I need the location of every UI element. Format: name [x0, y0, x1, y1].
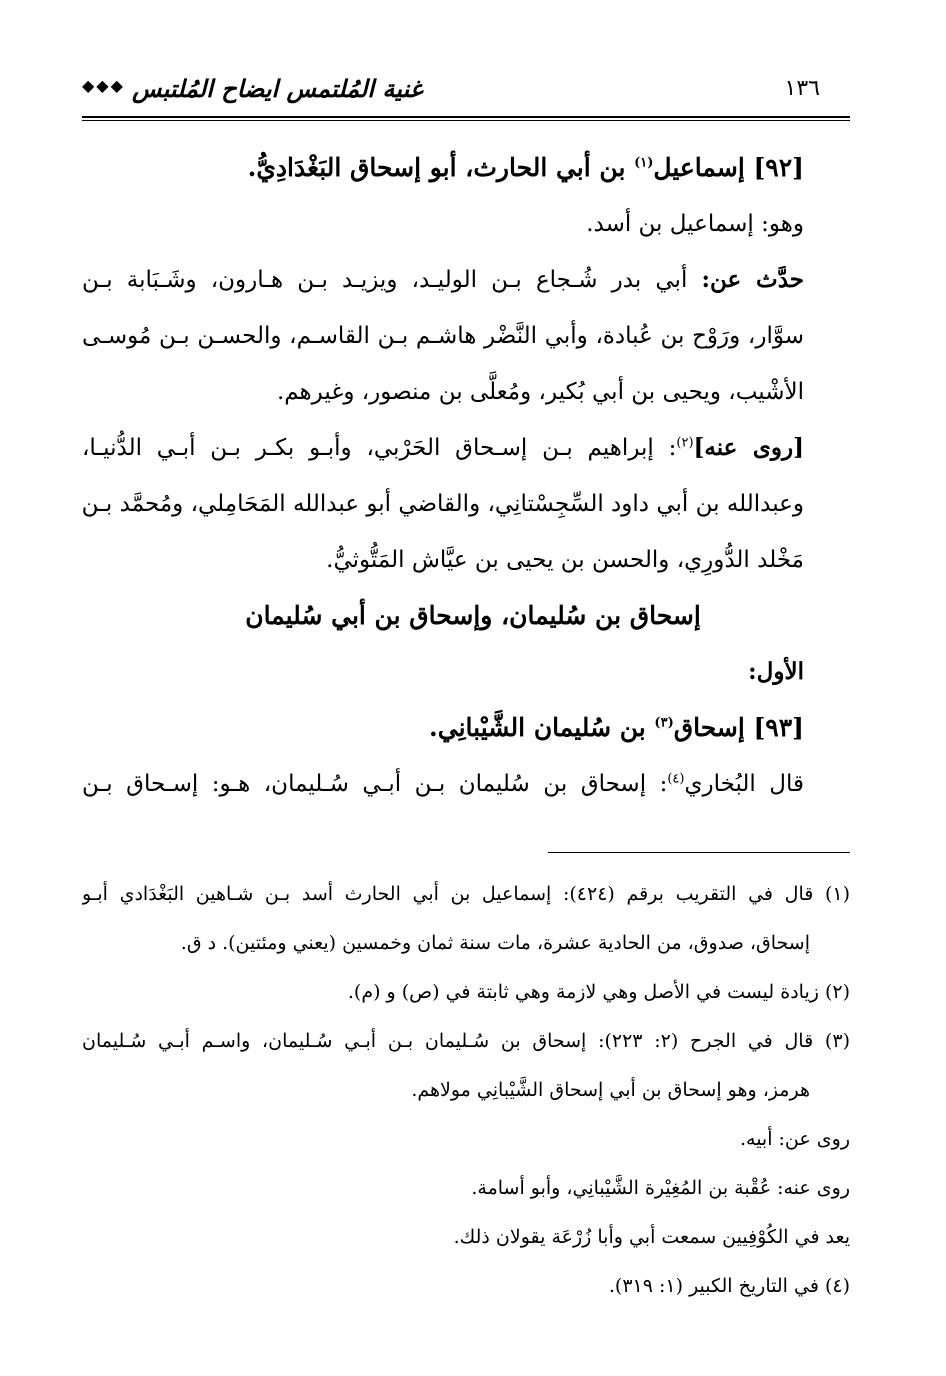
footnote-3-line-5: يعد في الكُوْفِيين سمعت أبي وأبا زُرْعَة يقولان ذلك.	[453, 1226, 850, 1248]
note-ref-1[interactable]: (١)	[634, 155, 654, 171]
entry-92-title: [٩٢] إسماعيل$^{(١)}$ بن أبي الحارث، أبو إسحاق البَغْدَادِيُّ.	[247, 153, 804, 182]
header-rule	[82, 116, 850, 121]
first-label: الأول:	[748, 658, 804, 685]
note-ref-4[interactable]: (٤)	[667, 771, 685, 787]
note-ref-3[interactable]: (٣)	[654, 715, 674, 731]
entry-92-heard-line-3: الأشْيب، ويحيى بن أبي بُكير، ومُعلَّى بن منصور، وغيرهم.	[276, 379, 804, 405]
header-ornament: ◆◆◆	[82, 76, 125, 95]
narrated-label: [روى عنه]	[693, 434, 804, 461]
main-text	[82, 140, 804, 812]
footnote-3-line-2: هرمز، وهو إسحاق بن أبي إسحاق الشَّيْبانِي مولاهم.	[411, 1079, 810, 1101]
footnote-3-line-4: روى عنه: عُقْبة بن المُغِيْرة الشَّيْبانِي، وأبو أسامة.	[471, 1177, 850, 1199]
page-number: ١٣٦	[784, 76, 820, 101]
entry-92-heard-line-2: سوَّار، ورَوْح بن عُبادة، وأبي النَّضْر هاشـم بـن القاسـم، والحسـن بـن مُوسـى	[82, 323, 804, 349]
footnote-3-line-1: (٣) قال في الجرح (٢: ٢٢٣): إسحاق بن سُـليمان بـن أبـي سُـليمان، واسـم أبـي سُـليمان	[82, 1030, 850, 1052]
entry-93-bukhari-line: قال البُخاري$^{(٤)}$: إسحاق بن سُليمان بـن أبـي سُـليمان، هـو: إسـحاق بـن	[82, 771, 804, 797]
footnote-4: (٤) في التاريخ الكبير (١: ٣١٩).	[608, 1275, 850, 1297]
entry-92-narrated-line-1: [روى عنه]$^{(٢)}$: إبراهيم بـن إسـحاق الحَرْبي، وأبـو بكـر بـن أبـي الدُّنيـا،	[82, 434, 804, 461]
entry-92-narrated-line-3: مَخْلد الدُّورِي، والحسن بن يحيى بن عيَّاش المَتُّوثيُّ.	[326, 547, 804, 573]
footnote-1-line-2: إسحاق، صدوق، من الحادية عشرة، مات سنة ثمان وخمسين (يعني ومئتين). د ق.	[180, 932, 810, 954]
note-ref-2[interactable]: (٢)	[676, 435, 694, 451]
entry-92-alias: وهو: إسماعيل بن أسد.	[586, 211, 804, 237]
footnotes	[82, 870, 850, 1311]
footnote-3-line-3: روى عن: أبيه.	[739, 1128, 850, 1150]
book-title: غنية المُلتمس ايضاح المُلتبس	[132, 74, 423, 103]
entry-93-title: [٩٣] إسحاق$^{(٣)}$ بن سُليمان الشَّيْبانِي.	[429, 713, 804, 742]
section-title: إسحاق بن سُليمان، وإسحاق بن أبي سُليمان	[245, 601, 701, 630]
footnote-1-line-1: (١) قال في التقريب برقم (٤٢٤): إسماعيل بن أبي الحارث أسد بـن شـاهين البَغْدَادي أبـو	[82, 883, 850, 905]
book-page	[82, 40, 850, 1360]
footnote-separator	[548, 852, 850, 853]
footnote-2: (٢) زيادة ليست في الأصل وهي لازمة وهي ثابتة في (ص) و (م).	[347, 981, 850, 1003]
heard-label: حدَّث عن:	[701, 266, 804, 293]
entry-92-heard-line-1: حدَّث عن: أبي بدر شُـجاع بـن الوليـد، ويزيـد بـن هـارون، وشَـبَابة بـن	[82, 266, 804, 293]
entry-92-narrated-line-2: وعبدالله بن أبي داود السِّجِسْتانِي، والقاضي أبو عبدالله المَحَامِلي، ومُحمَّد بـن	[82, 491, 804, 517]
running-header	[82, 70, 850, 110]
